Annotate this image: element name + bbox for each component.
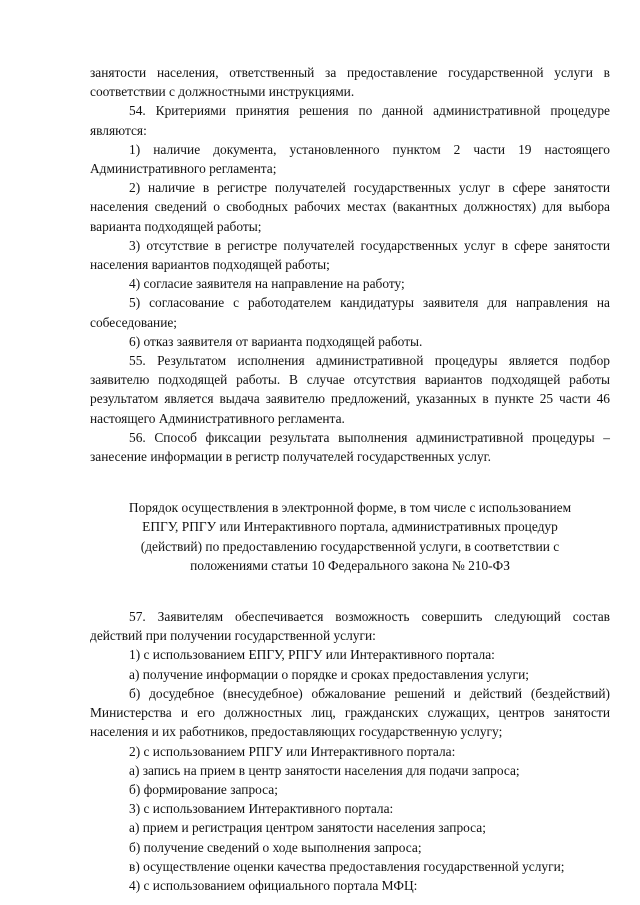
paragraph-54-item-4: 4) согласие заявителя на направление на работу; (129, 276, 405, 292)
section-heading-line-2: ЕПГУ, РПГУ или Интерактивного портала, административных процедур (142, 519, 558, 535)
paragraph-57-item-4: 4) с использованием официального портала МФЦ: (129, 877, 418, 893)
paragraph-57-item-1a: а) получение информации о порядке и сроках предоставления услуги; (129, 666, 530, 682)
paragraph-54-item-5: 5) согласование с работодателем кандидатуры заявителя для направления на собеседование; (90, 295, 610, 330)
paragraph-57-item-1: 1) с использованием ЕПГУ, РПГУ или Интерактивного портала: (129, 647, 495, 663)
paragraph-57-intro: 57. Заявителям обеспечивается возможность совершить следующий состав действий при получении государственной услуги: (90, 609, 610, 644)
paragraph-57-item-2b: б) формирование запроса; (129, 781, 278, 797)
paragraph-55: 55. Результатом исполнения административной процедуры является подбор заявителю подходящей работы. В случае отсутствия вариантов подходящей работы результатом является выдача заявителю предложений, указанных в пункте 25 части 46 настоящего Административного регламента. (90, 353, 610, 426)
paragraph-57-item-2: 2) с использованием РПГУ или Интерактивного портала: (129, 743, 456, 759)
paragraph-continuation: занятости населения, ответственный за предоставление государственной услуги в соответствии с должностными инструкциями. (90, 65, 610, 100)
section-heading-line-3: (действий) по предоставлению государственной услуги, в соответствии с (140, 538, 560, 554)
section-heading-line-4: положениями статьи 10 Федерального закона № 210-ФЗ (190, 557, 510, 573)
paragraph-57-item-2a: а) запись на прием в центр занятости населения для подачи запроса; (129, 762, 520, 778)
section-heading (90, 498, 610, 575)
paragraph-57-item-3: 3) с использованием Интерактивного портала: (129, 801, 394, 817)
section-heading-line-1: Порядок осуществления в электронной форме, в том числе с использованием (128, 500, 572, 516)
paragraph-57-item-3a: а) прием и регистрация центром занятости населения запроса; (129, 820, 486, 836)
paragraph-54-item-1: 1) наличие документа, установленного пунктом 2 части 19 настоящего Административного регламента; (90, 141, 610, 177)
paragraph-54-item-2: 2) наличие в регистре получателей государственных услуг в сфере занятости населения сведений о свободных рабочих местах (вакантных должностях) для выбора варианта подходящей работы; (90, 180, 610, 234)
paragraph-54-item-6: 6) отказ заявителя от варианта подходящей работы. (129, 333, 423, 349)
paragraph-57-item-3b: б) получение сведений о ходе выполнения запроса; (129, 839, 422, 855)
paragraph-54-item-3: 3) отсутствие в регистре получателей государственных услуг в сфере занятости населения вариантов подходящей работы; (90, 237, 610, 273)
paragraph-57-item-1b: б) досудебное (внесудебное) обжалование решений и действий (бездействий) Министерства и его должностных лиц, гражданских служащих, центров занятости населения и их работников, предоставляющих государственную услугу; (90, 685, 610, 740)
paragraph-56: 56. Способ фиксации результата выполнения административной процедуры – занесение информации в регистр получателей государственных услуг. (90, 429, 610, 465)
paragraph-57-item-3c: в) осуществление оценки качества предоставления государственной услуги; (129, 858, 565, 874)
document-page (90, 63, 610, 895)
paragraph-54-intro: 54. Критериями принятия решения по данной административной процедуре являются: (90, 103, 610, 138)
